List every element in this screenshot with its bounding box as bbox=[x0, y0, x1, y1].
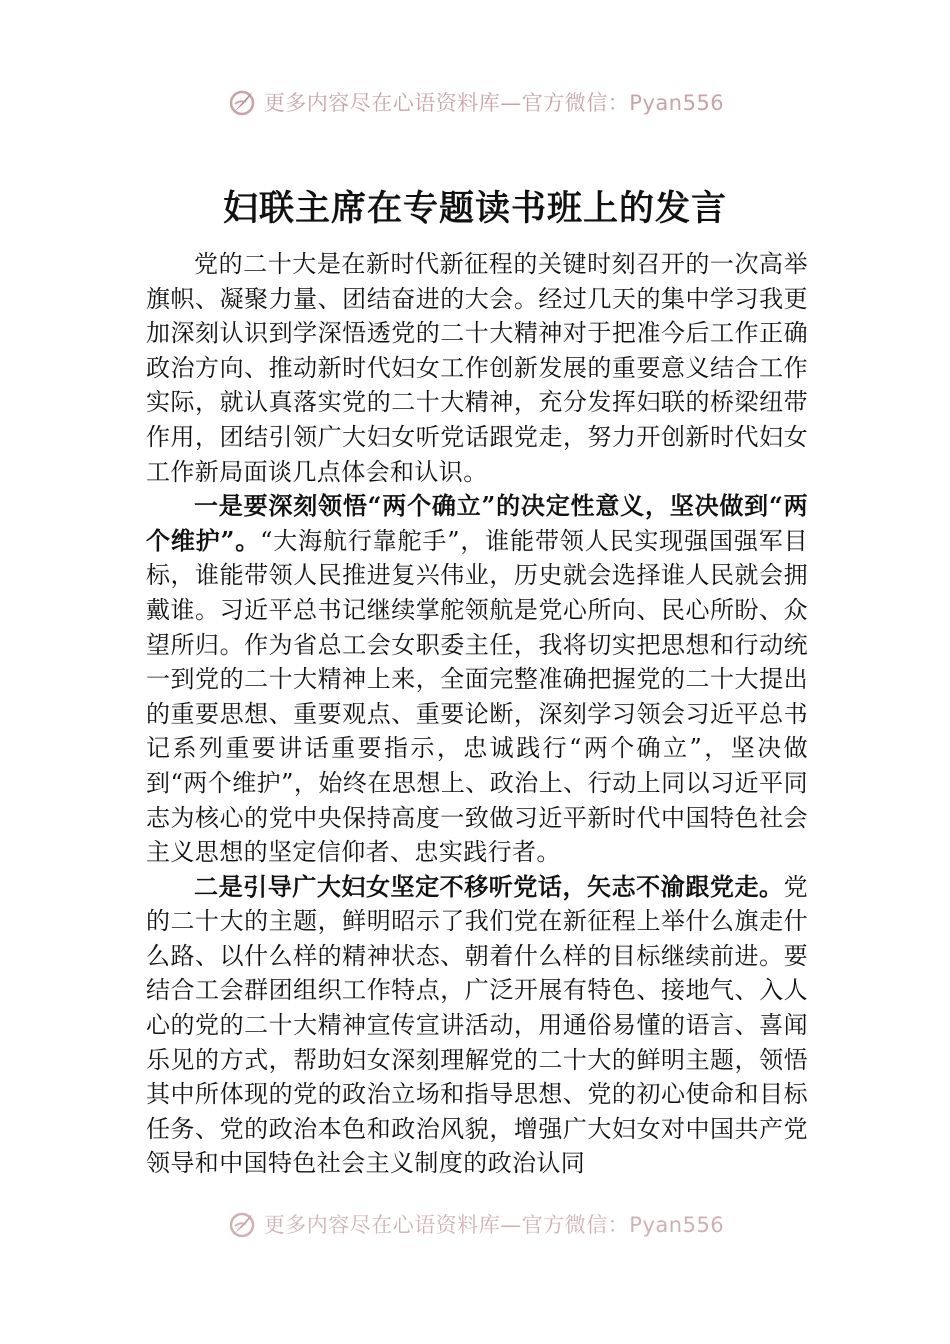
paragraph-intro bbox=[146, 247, 808, 489]
document-title: 妇联主席在专题读书班上的发言 bbox=[222, 188, 727, 229]
watermark-text: 更多内容尽在心语资料库—官方微信：Pyan556 bbox=[263, 1213, 725, 1237]
paragraph-lead: 一是要深刻领悟“两个确立”的决定性意义，坚决做到“两个维护”。 bbox=[146, 491, 808, 555]
watermark-header bbox=[0, 80, 950, 124]
paragraph-text: “大海航行靠舵手”，谁能带领人民实现强国强军目标，谁能带领人民推进复兴伟业，历史就会选择谁人民就会拥戴谁。习近平总书记继续掌舵领航是党心所向、民心所盼、众望所归。作为省总工会女职委主任，我将切实把思想和行动统一到党的二十大精神上来，全面完整准确把握党的二十大提出的重要思想、重要观点、重要论断，深刻学习领会习近平总书记系列重要讲话重要指示，忠诚践行“两个确立”，坚决做到“两个维护”，始终在思想上、政治上、行动上同以习近平同志为核心的党中央保持高度一致做习近平新时代中国特色社会主义思想的坚定信仰者、忠实践行者。 bbox=[146, 526, 808, 867]
paragraph-text: 党的二十大是在新时代新征程的关键时刻召开的一次高举旗帜、凝聚力量、团结奋进的大会。经过几天的集中学习我更加深刻认识到学深悟透党的二十大精神对于把准今后工作正确政治方向、推动新时代妇女工作创新发展的重要意义结合工作实际，就认真落实党的二十大精神，充分发挥妇联的桥梁纽带作用，团结引领广大妇女听党话跟党走，努力开创新时代妇女工作新局面谈几点体会和认识。 bbox=[146, 250, 808, 486]
watermark-footer bbox=[0, 1202, 950, 1246]
paragraph-lead: 二是引导广大妇女坚定不移听党话，矢志不渝跟党走。 bbox=[194, 871, 784, 901]
feather-logo-icon bbox=[226, 86, 258, 118]
paragraph-point-one bbox=[146, 489, 808, 870]
document-body bbox=[146, 247, 808, 1207]
paragraph-point-two bbox=[146, 870, 808, 1181]
paragraph-text: 党的二十大的主题，鲜明昭示了我们党在新征程上举什么旗走什么路、以什么样的精神状态、朝着什么样的目标继续前进。要结合工会群团组织工作特点，广泛开展有特色、接地气、入人心的党的二十大精神宣传宣讲活动，用通俗易懂的语言、喜闻乐见的方式，帮助妇女深刻理解党的二十大的鲜明主题，领悟其中所体现的党的政治立场和指导思想、党的初心使命和目标任务、党的政治本色和政治风貌，增强广大妇女对中国共产党领导和中国特色社会主义制度的政治认同 bbox=[146, 872, 808, 1178]
watermark-text: 更多内容尽在心语资料库—官方微信：Pyan556 bbox=[263, 91, 725, 115]
feather-logo-icon bbox=[226, 1208, 258, 1240]
